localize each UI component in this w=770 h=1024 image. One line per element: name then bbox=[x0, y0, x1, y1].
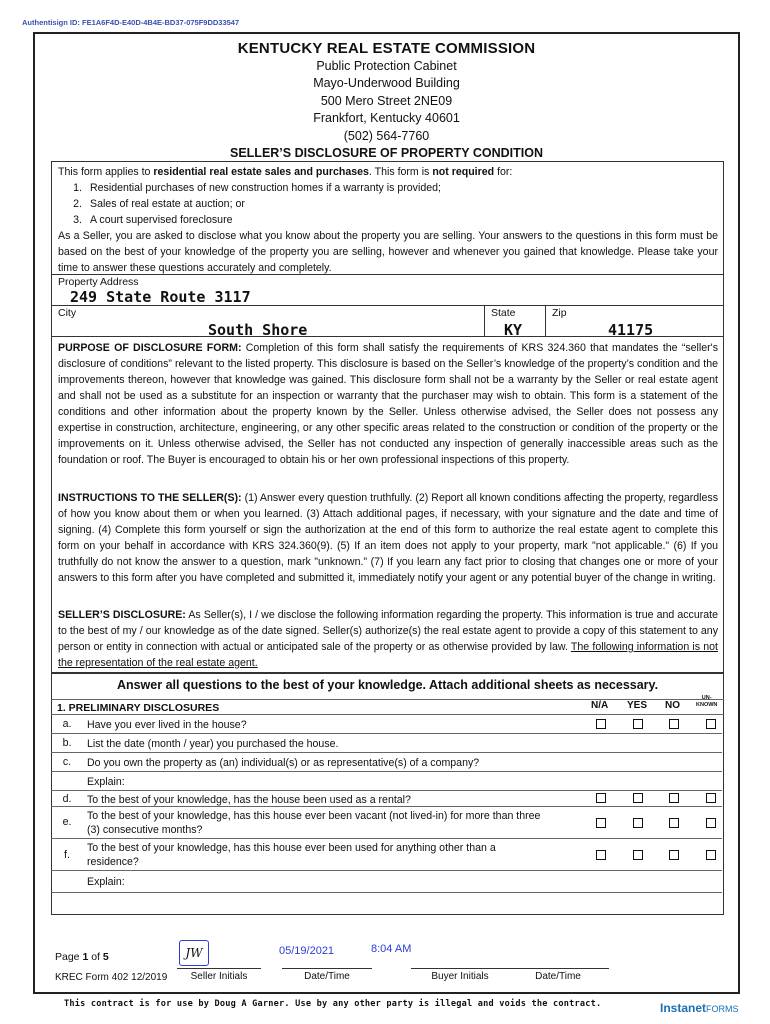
form-id: KREC Form 402 12/2019 bbox=[55, 972, 168, 983]
explain-label: Explain: bbox=[87, 876, 125, 888]
address-line-3: 500 Mero Street 2NE09 bbox=[320, 94, 453, 108]
q-letter: f. bbox=[64, 849, 70, 861]
form-title: SELLER’S DISCLOSURE OF PROPERTY CONDITION bbox=[230, 146, 543, 160]
question-row-d bbox=[51, 791, 722, 807]
address-line-1: Public Protection Cabinet bbox=[316, 59, 457, 73]
section-title: 1. PRELIMINARY DISCLOSURES bbox=[57, 702, 220, 714]
authsign-id: Authentisign ID: FE1A6F4D-E40D-4B4E-BD37-075F9DD33547 bbox=[22, 18, 240, 27]
q-text: Have you ever lived in the house? bbox=[87, 719, 247, 731]
q-letter: a. bbox=[62, 718, 72, 730]
buyer-initials-label: Buyer Initials bbox=[431, 971, 489, 982]
checkbox-no[interactable] bbox=[669, 850, 679, 860]
q-text: To the best of your knowledge, has the house been used as a rental? bbox=[87, 794, 411, 806]
property-address-box bbox=[51, 274, 724, 305]
city-state-zip-box bbox=[51, 305, 724, 337]
checkbox-unknown[interactable] bbox=[706, 818, 716, 828]
state-label: State bbox=[491, 307, 516, 319]
zip-field[interactable]: 41175 bbox=[608, 321, 654, 339]
purpose-paragraph: PURPOSE OF DISCLOSURE FORM: Completion of this form shall satisfy the requirements of KRS 324.360 that mandates the “seller's disclosure of conditions” relevant to the listed property. This disclosure is based on the Seller’s knowledge of the property’s condition and the improvements thereon, however that knowledge was gained. This disclosure form shall not be a warranty by the Seller or real estate agent and shall not be used as a substitute for an inspection or warranty that the purchaser may wish to obtain. This form is a statement of the conditions and other information about the property known by the Seller. Unless otherwise advised, the Seller does not possess any expertise in construction, architecture, engineering, or any other specific areas related to the construction or condition of the property or the improvements on it. Unless otherwise advised, the Seller has not conducted any inspection of generally inaccessible areas such as the foundation or roof. The Buyer is encouraged to obtain his or her own professional inspections of this property. bbox=[58, 342, 718, 466]
address-line-2: Mayo-Underwood Building bbox=[313, 76, 460, 90]
list-item: 2. Sales of real estate at auction; or bbox=[73, 198, 245, 210]
page-number: Page 1 of 5 bbox=[55, 951, 109, 963]
question-row-f bbox=[51, 839, 722, 871]
buyer-datetime-label: Date/Time bbox=[535, 971, 581, 982]
intro-section bbox=[51, 161, 724, 274]
checkbox-no[interactable] bbox=[669, 818, 679, 828]
seller-initials-stamp[interactable]: JW bbox=[179, 940, 209, 966]
list-item: 1. Residential purchases of new construction homes if a warranty is provided; bbox=[73, 182, 441, 194]
q-text: List the date (month / year) you purchased the house. bbox=[87, 738, 339, 750]
seller-disclosure-paragraph: SELLER’S DISCLOSURE: As Seller(s), I / we disclose the following information regarding the property. This information is true and accurate to the best of my / our knowledge as of the date signed. Seller(s) authorize(s) the real estate agent to provide a copy of this statement to any person or entity in connection with actual or anticipated sale of the property or as otherwise provided by law. The following information is not the representation of the real estate agent. bbox=[58, 609, 718, 669]
list-item: 3. A court supervised foreclosure bbox=[73, 214, 233, 226]
question-row-a bbox=[51, 715, 722, 734]
address-line-5: (502) 564-7760 bbox=[343, 129, 430, 143]
checkbox-yes[interactable] bbox=[633, 850, 643, 860]
checkbox-no[interactable] bbox=[669, 719, 679, 729]
zip-label: Zip bbox=[552, 307, 567, 319]
col-yes: YES bbox=[627, 700, 648, 711]
exception-list bbox=[58, 180, 718, 228]
address-line-4: Frankfort, Kentucky 40601 bbox=[313, 111, 460, 125]
checkbox-na[interactable] bbox=[596, 719, 606, 729]
questions-banner: Answer all questions to the best of your knowledge. Attach additional sheets as necessary. bbox=[116, 678, 659, 692]
checkbox-no[interactable] bbox=[669, 793, 679, 803]
q-text: To the best of your knowledge, has this house ever been used for anything other than a residence? bbox=[87, 842, 496, 868]
question-row-e bbox=[51, 807, 722, 839]
seller-initials-label: Seller Initials bbox=[190, 971, 248, 982]
form-frame bbox=[33, 32, 740, 994]
section-header-row bbox=[51, 695, 724, 715]
col-no: NO bbox=[665, 700, 680, 711]
property-address-label: Property Address bbox=[58, 276, 139, 288]
q-text: To the best of your knowledge, has this house ever been vacant (not lived-in) for more than three (3) consecutive months? bbox=[87, 810, 541, 836]
checkbox-yes[interactable] bbox=[633, 793, 643, 803]
explain-row-f[interactable] bbox=[51, 871, 722, 893]
q-letter: d. bbox=[62, 793, 72, 805]
city-label: City bbox=[58, 307, 77, 319]
question-row-c bbox=[51, 753, 722, 772]
checkbox-unknown[interactable] bbox=[706, 719, 716, 729]
signed-time: 8:04 AM bbox=[371, 943, 412, 955]
question-row-b bbox=[51, 734, 722, 753]
col-na: N/A bbox=[591, 700, 609, 711]
signed-date: 05/19/2021 bbox=[279, 945, 335, 957]
usage-notice: This contract is for use by Doug A Garner. Use by any other party is illegal and voids the contract. bbox=[64, 999, 602, 1009]
instructions-paragraph: INSTRUCTIONS TO THE SELLER(S): (1) Answer every question truthfully. (2) Report all known conditions affecting the property, regardless of how you know about them or when you learned. (3) Attach additional pages, if necessary, with your signature and the date and time of signing. (4) Complete this form yourself or sign the authorization at the end of this form to authorize the real estate agent to complete this form on your behalf in accordance with KRS 324.360(9). (5) If an item does not apply to your property, mark "not applicable." (6) If you truthfully do not know the answer to a question, mark "unknown." (7) If you learn any fact prior to closing that changes one or more of your answers to this form after you have completed and submitted it, immediately notify your agent or any potential buyer of the change in writing. bbox=[58, 492, 718, 584]
property-address-field[interactable]: 249 State Route 3117 bbox=[70, 288, 251, 306]
checkbox-unknown[interactable] bbox=[706, 850, 716, 860]
q-letter: b. bbox=[62, 737, 72, 749]
state-field[interactable]: KY bbox=[504, 321, 523, 339]
seller-datetime-label: Date/Time bbox=[304, 971, 350, 982]
explain-label: Explain: bbox=[87, 776, 125, 788]
city-field[interactable]: South Shore bbox=[208, 321, 308, 339]
disclosure-text-section bbox=[51, 337, 724, 673]
q-letter: c. bbox=[62, 756, 72, 768]
instanet-logo: InstanetFORMS bbox=[660, 1001, 739, 1015]
applies-text: This form applies to residential real estate sales and purchases. This form is not required for: bbox=[58, 166, 513, 178]
checkbox-na[interactable] bbox=[596, 793, 606, 803]
checkbox-yes[interactable] bbox=[633, 818, 643, 828]
seller-instructions-paragraph: As a Seller, you are asked to disclose what you know about the property you are selling. Your answers to the questions in this form must be based on the best of your knowledge of the property you are selling, however and whenever you gained that knowledge. Please take your time to answer these questions accurately and completely. bbox=[58, 230, 718, 274]
checkbox-na[interactable] bbox=[596, 850, 606, 860]
checkbox-yes[interactable] bbox=[633, 719, 643, 729]
checkbox-unknown[interactable] bbox=[706, 793, 716, 803]
explain-row-c[interactable] bbox=[51, 772, 722, 791]
q-text: Do you own the property as (an) individual(s) or as representative(s) of a company? bbox=[87, 757, 480, 769]
commission-title: KENTUCKY REAL ESTATE COMMISSION bbox=[237, 40, 536, 57]
checkbox-na[interactable] bbox=[596, 818, 606, 828]
q-letter: e. bbox=[62, 816, 72, 828]
col-unknown: UN- KNOWN bbox=[696, 695, 718, 708]
